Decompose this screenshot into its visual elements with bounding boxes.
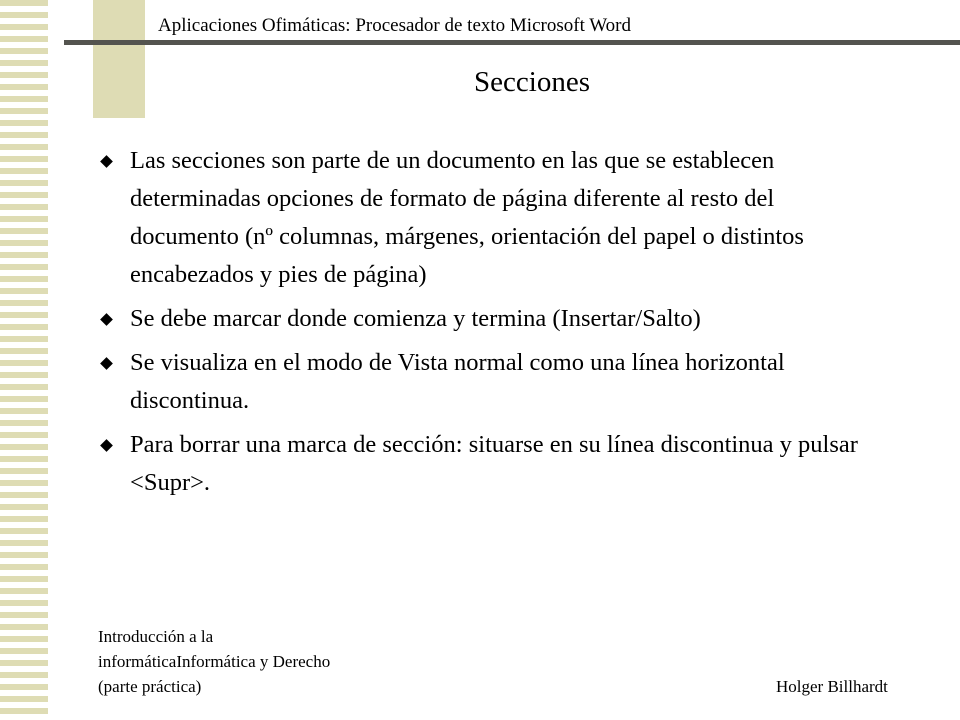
bullet-text: Las secciones son parte de un documento en las que se establecen determinadas opciones de formato de página diferente al resto del documento (nº columnas, márgenes, orientación del papel o distintos encabezados y pies de página) xyxy=(130,147,804,288)
footer-line: Introducción a la xyxy=(98,627,214,646)
bullet-text: Se visualiza en el modo de Vista normal como una línea horizontal discontinua. xyxy=(130,349,785,414)
bullet-item xyxy=(98,142,868,294)
left-striped-margin xyxy=(0,0,48,720)
footer-course-info xyxy=(98,624,408,699)
header-title: Aplicaciones Ofimáticas: Procesador de texto Microsoft Word xyxy=(158,15,631,36)
footer-author: Holger Billhardt xyxy=(776,677,888,696)
slide-title: Secciones xyxy=(474,66,590,98)
bullet-item xyxy=(98,426,868,502)
diamond-bullet-icon xyxy=(100,439,113,452)
bullet-item xyxy=(98,344,868,420)
diamond-bullet-icon xyxy=(100,357,113,370)
header-rule xyxy=(64,40,960,45)
header-accent-block xyxy=(93,0,145,118)
bullet-list xyxy=(98,142,868,508)
footer-line: informáticaInformática y Derecho xyxy=(98,652,331,671)
bullet-item xyxy=(98,300,868,338)
bullet-text: Se debe marcar donde comienza y termina (Insertar/Salto) xyxy=(130,305,701,332)
diamond-bullet-icon xyxy=(100,313,113,326)
bullet-text: Para borrar una marca de sección: situarse en su línea discontinua y pulsar <Supr>. xyxy=(130,431,858,496)
footer-line: (parte práctica) xyxy=(98,677,202,696)
diamond-bullet-icon xyxy=(100,155,113,168)
